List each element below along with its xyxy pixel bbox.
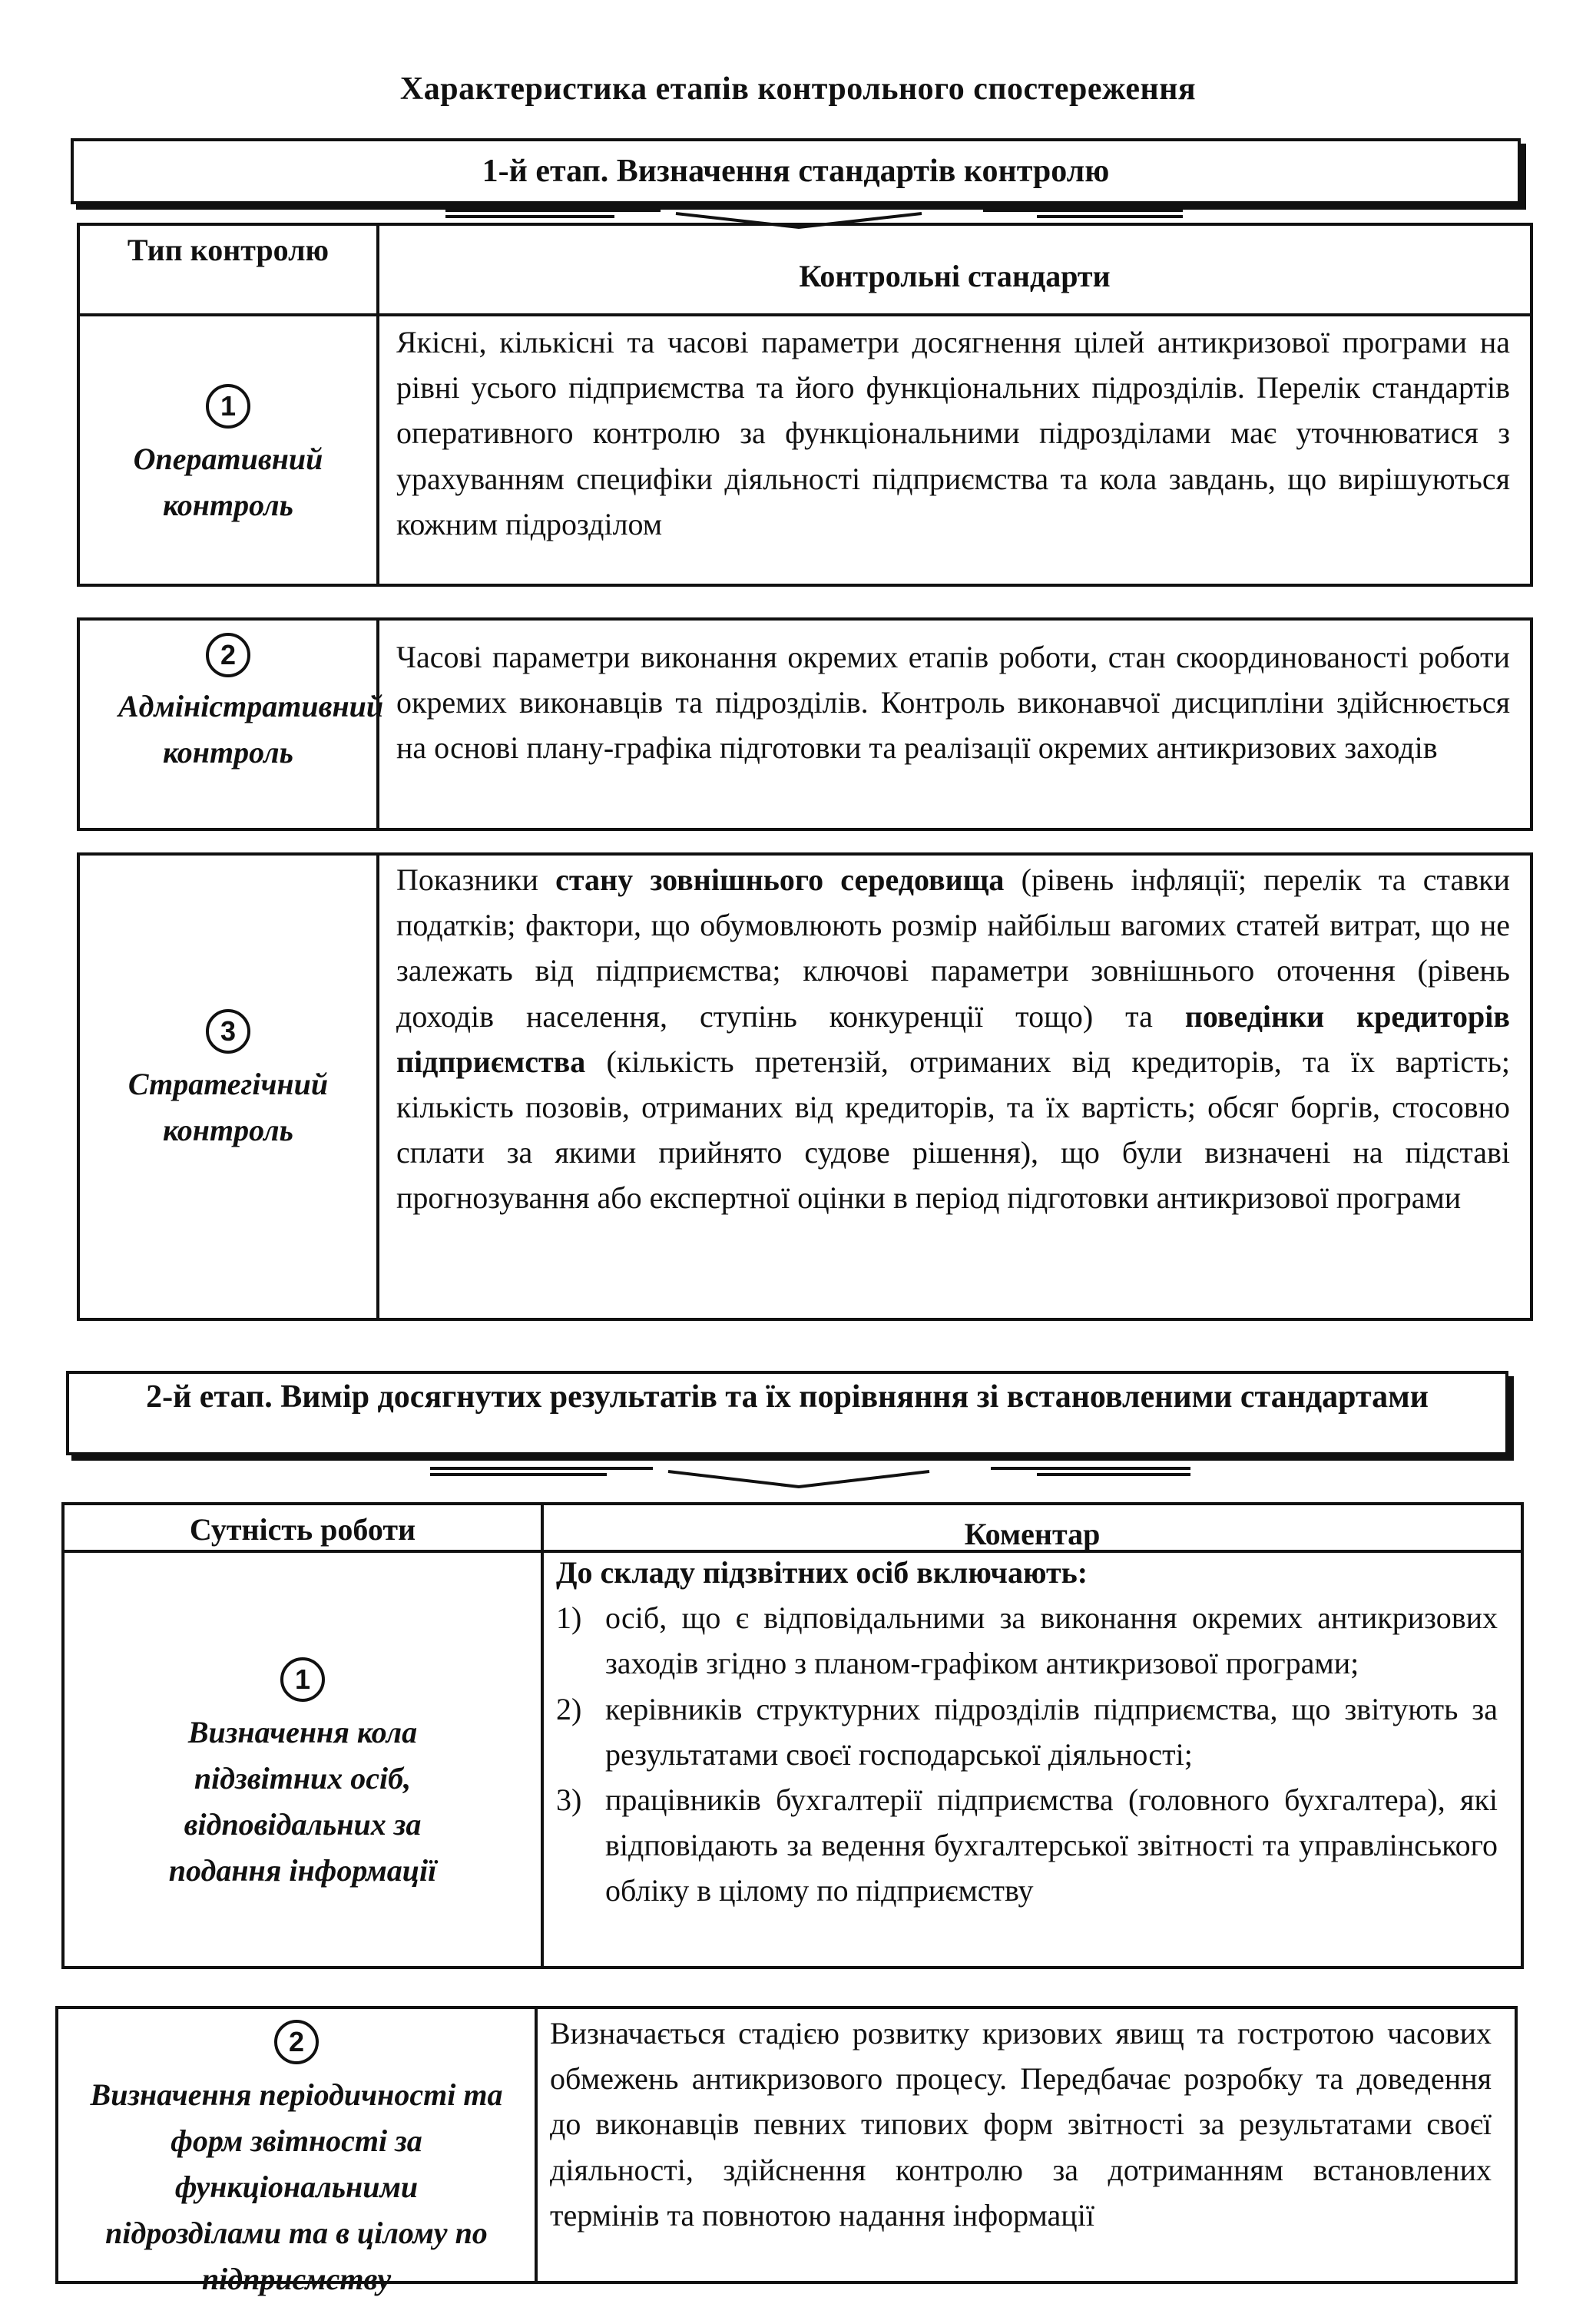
stage1-row-operative: [77, 315, 1533, 587]
stage1-row-administrative: [77, 617, 1533, 831]
number-badge: 2: [206, 633, 250, 677]
stage2-table-header: [61, 1502, 1524, 1553]
highlight-external-environment: стану зовнішнього середовища: [555, 862, 1005, 897]
document-title: Характеристика етапів контрольного спостереження: [399, 71, 1197, 107]
stage2-row-reporting-forms: [55, 2006, 1518, 2296]
highlight-creditor-behavior: поведінки кредиторів підприємства: [396, 998, 1510, 1079]
control-standards-text: Якісні, кількісні та часові параметри досягнення цілей антикризової програми на рівні усього підприємства та його функціональних підрозділів. Перелік стандартів оперативного контролю за функціональними підрозділами має уточнюватися з урахуванням специфіки діяльності підприємства та кола завдань, що вирішуються кожним підрозділом: [396, 325, 1510, 541]
control-standards-text: Показники стану зовнішнього середовища (рівень інфляції; перелік та ставки податків; фактори, що обумовлюють розмір найбільш вагомих статей витрат, що не залежать від підприємства; ключові параметри зовнішнього оточення (рівень доходів населення, ступінь конкуренції тощо) та поведінки кредиторів підприємства (кількість претензій, отриманих від кредиторів, та їх вартість; кількість позовів, отриманих від кредиторів, та їх вартість; обсяг боргів, стосовно сплати за якими прийнято судове рішення), що були визначені на підставі прогнозування або експертної оцінки в період підготовки антикризової програми: [396, 862, 1510, 1216]
control-type-label: Стратегічний контроль: [127, 1067, 329, 1147]
number-badge: 1: [206, 384, 250, 429]
list-item: 1) осіб, що є відповідальними за виконання окремих антикризових заходів згідно з планом-графіком антикризової програми;: [556, 1600, 1498, 1681]
column-header-control-type: Тип контролю: [127, 233, 329, 267]
column-header-comment: Коментар: [541, 1505, 1521, 1550]
control-standards-text: Часові параметри виконання окремих етапів роботи, стан скоординованості роботи окремих виконавців та підрозділів. Контроль виконавчої дисципліни здійснюється на основі плану-графіка підготовки та реалізації окремих антикризових заходів: [396, 640, 1510, 766]
stage2-row-accountable-persons: [61, 1550, 1524, 1969]
work-essence-label: Визначення періодичності та форм звітності за функціональними підрозділами та в цілому по підприємству: [90, 2077, 503, 2296]
stage1-table-header: [77, 223, 1533, 316]
list-item: 2) керівників структурних підрозділів підприємства, що звітують за результатами своєї господарської діяльності;: [556, 1691, 1498, 1772]
number-badge: 3: [206, 1009, 250, 1054]
stage1-row-strategic: [77, 852, 1533, 1321]
control-type-label: Оперативний контроль: [133, 442, 323, 522]
comment-lead: До складу підзвітних осіб включають:: [556, 1555, 1088, 1590]
number-badge: 2: [274, 2020, 319, 2064]
number-badge: 1: [280, 1657, 325, 1702]
list-item: 3) працівників бухгалтерії підприємства (головного бухгалтера), які відповідають за ведення бухгалтерської звітності та управлінського обліку в цілому по підприємству: [556, 1782, 1498, 1908]
accountable-persons-list: [556, 1595, 1498, 1913]
comment-text: Визначається стадією розвитку кризових явищ та гостротою часових обмежень антикризового процесу. Передбачає розробку та доведення до виконавців певних типових форм звітності за результатами своєї діяльності, здійснення контролю за дотриманням встановлених термінів та повнотою надання інформації: [550, 2016, 1492, 2233]
comment-cell: [556, 1550, 1498, 1914]
column-header-control-standards: Контрольні стандарти: [376, 226, 1530, 313]
work-essence-label: Визначення кола підзвітних осіб, відповідальних за подання інформації: [168, 1715, 437, 1888]
stage2-connector-arrows: [422, 1458, 1198, 1496]
stage2-banner: 2-й етап. Вимір досягнутих результатів та їх порівняння зі встановленими стандартами: [66, 1371, 1508, 1455]
column-header-work-essence: Сутність роботи: [189, 1512, 416, 1547]
control-type-label: Адміністративний контроль: [118, 689, 384, 770]
stage1-banner: 1-й етап. Визначення стандартів контролю: [71, 138, 1521, 204]
